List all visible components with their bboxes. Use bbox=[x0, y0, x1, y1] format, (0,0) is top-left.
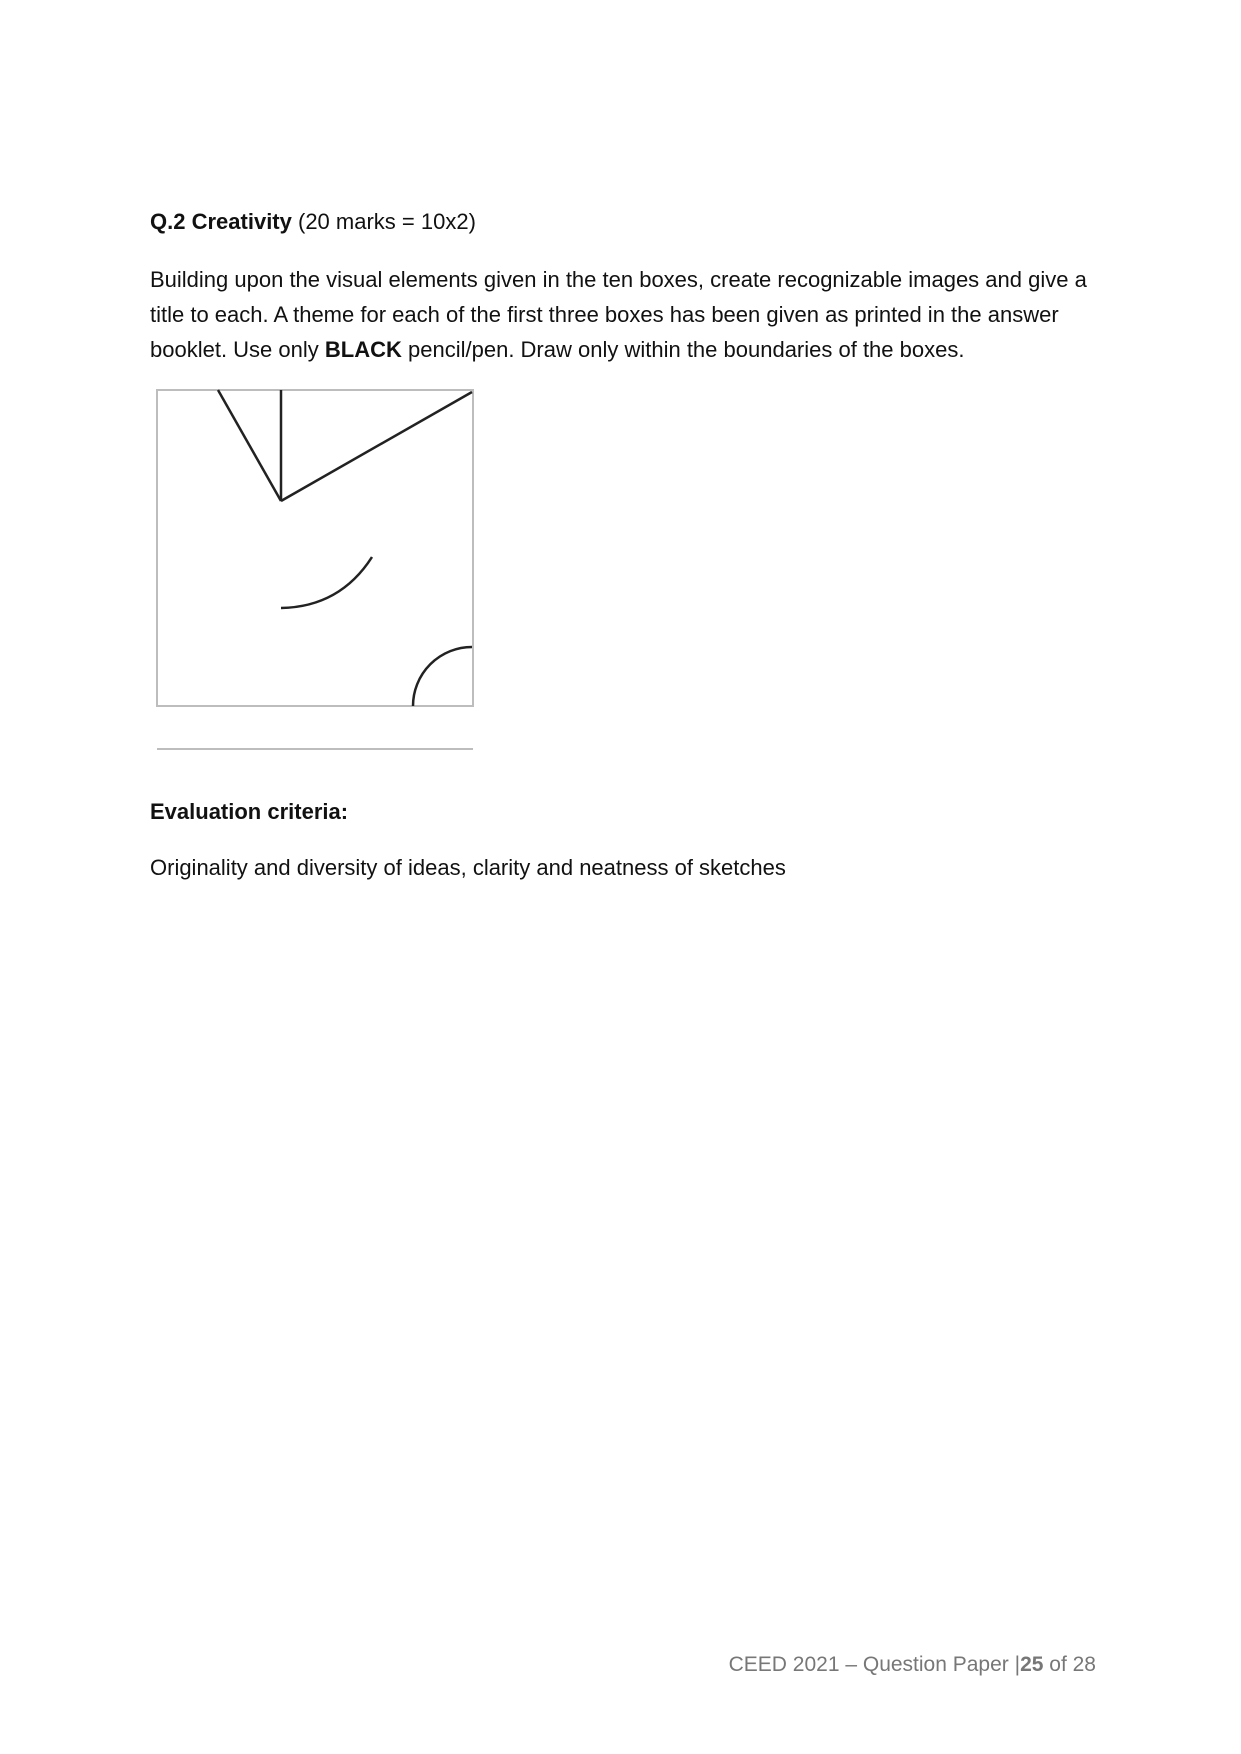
long-diagonal-stroke bbox=[281, 392, 472, 501]
drawing-box-figure bbox=[150, 385, 486, 765]
instructions-paragraph bbox=[150, 262, 1110, 367]
diagonal-stroke bbox=[218, 390, 281, 501]
question-number: Q.2 bbox=[150, 209, 186, 234]
corner-arc-stroke bbox=[413, 647, 472, 706]
footer-label: CEED 2021 – Question Paper | bbox=[728, 1653, 1021, 1676]
footer-total-pages: of 28 bbox=[1049, 1653, 1096, 1676]
instructions-text-2: pencil/pen. Draw only within the boundaries of the boxes. bbox=[408, 337, 965, 362]
evaluation-heading: Evaluation criteria: bbox=[150, 799, 349, 824]
evaluation-text: Originality and diversity of ideas, clarity and neatness of sketches bbox=[150, 855, 786, 880]
instructions-emphasis: BLACK bbox=[324, 337, 402, 362]
question-title: Creativity bbox=[191, 209, 292, 234]
question-marks: (20 marks = 10x2) bbox=[298, 209, 476, 234]
arc-stroke bbox=[281, 557, 372, 608]
footer-page-number: 25 bbox=[1020, 1653, 1044, 1676]
question-heading bbox=[150, 205, 476, 239]
drawing-box-border bbox=[157, 390, 473, 706]
page-footer bbox=[729, 1650, 1096, 1680]
instructions-text-1: Building upon the visual elements given in the ten boxes, create recognizable images and give a title to each. A theme for each of the first three boxes has been given as printed in the answer booklet. Use only bbox=[150, 267, 1087, 362]
